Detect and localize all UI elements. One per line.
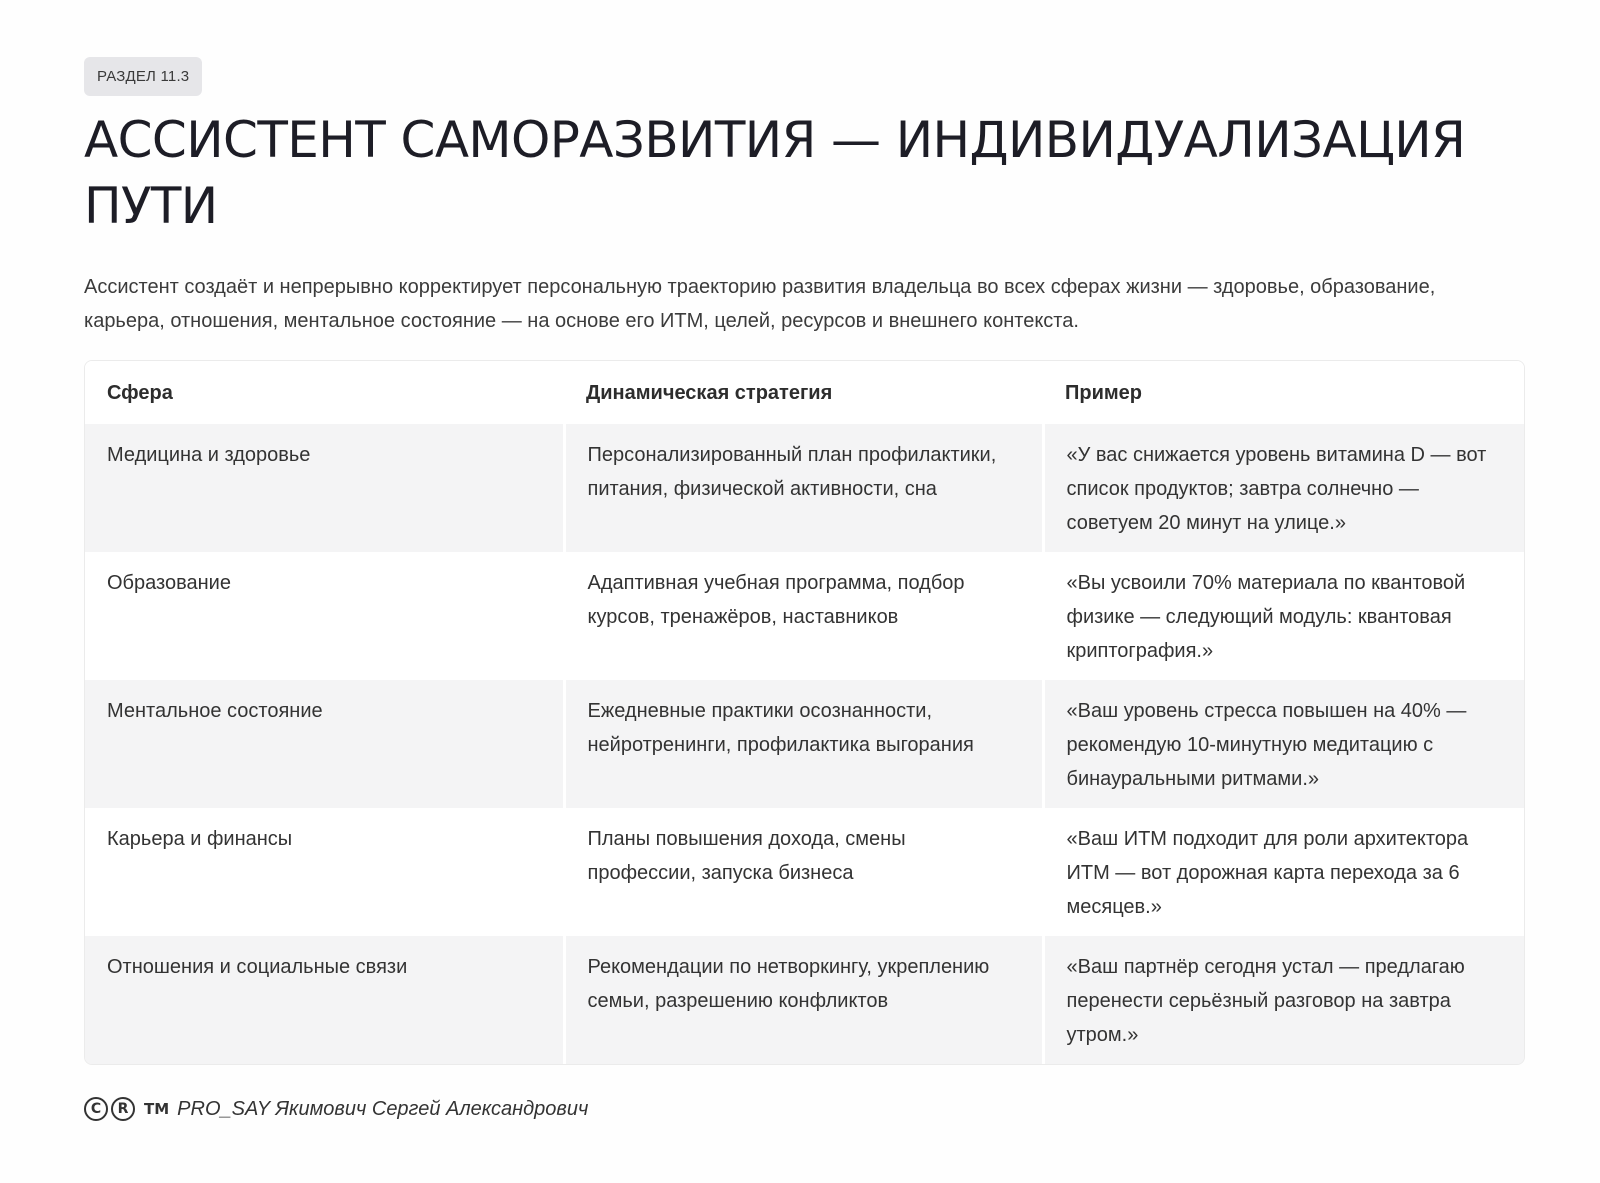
cell-example: «Ваш уровень стресса повышен на 40% — рекомендую 10-минутную медитацию с бинауральными ритмами.» [1043,680,1525,808]
page-content [84,57,1525,1065]
cell-strategy: Персонализированный план профилактики, питания, физической активности, сна [564,424,1043,552]
cell-sphere: Отношения и социальные связи [85,936,564,1064]
footer [84,1097,588,1121]
trademark-icon: TM [144,1100,170,1118]
column-header-strategy: Динамическая стратегия [564,361,1043,424]
column-header-sphere: Сфера [85,361,564,424]
intro-paragraph: Ассистент создаёт и непрерывно корректирует персональную траекторию развития владельца во всех сферах жизни — здоровье, образование, карьера, отношения, ментальное состояние — на основе его ИТМ, целей, ресурсов и внешнего контекста. [84,276,1436,332]
section-badge: РАЗДЕЛ 11.3 [84,57,202,96]
cell-example: «У вас снижается уровень витамина D — вот список продуктов; завтра солнечно — советуем 20 минут на улице.» [1043,424,1525,552]
footer-author: PRO_SAY Якимович Сергей Александрович [177,1097,589,1120]
cell-strategy: Планы повышения дохода, смены профессии, запуска бизнеса [564,808,1043,936]
cell-example: «Вы усвоили 70% материала по квантовой физике — следующий модуль: квантовая криптография.» [1043,552,1525,680]
registered-icon: R [111,1097,135,1121]
cell-example: «Ваш партнёр сегодня устал — предлагаю перенести серьёзный разговор на завтра утром.» [1043,936,1525,1064]
table-header-row [85,361,1525,424]
cell-sphere: Образование [85,552,564,680]
table-row [85,936,1525,1064]
table-row [85,808,1525,936]
cell-strategy: Рекомендации по нетворкингу, укреплению семьи, разрешению конфликтов [564,936,1043,1064]
cell-sphere: Карьера и финансы [85,808,564,936]
table-row [85,552,1525,680]
page-title: АССИСТЕНТ САМОРАЗВИТИЯ — ИНДИВИДУАЛИЗАЦИЯ ПУТИ [84,111,1466,235]
column-header-example: Пример [1043,361,1525,424]
table-row [85,424,1525,552]
cell-example: «Ваш ИТМ подходит для роли архитектора ИТМ — вот дорожная карта перехода за 6 месяцев.» [1043,808,1525,936]
cell-strategy: Адаптивная учебная программа, подбор курсов, тренажёров, наставников [564,552,1043,680]
strategy-table [84,360,1525,1065]
cell-sphere: Ментальное состояние [85,680,564,808]
cell-sphere: Медицина и здоровье [85,424,564,552]
cell-strategy: Ежедневные практики осознанности, нейротренинги, профилактика выгорания [564,680,1043,808]
copyright-icon: C [84,1097,108,1121]
table-row [85,680,1525,808]
